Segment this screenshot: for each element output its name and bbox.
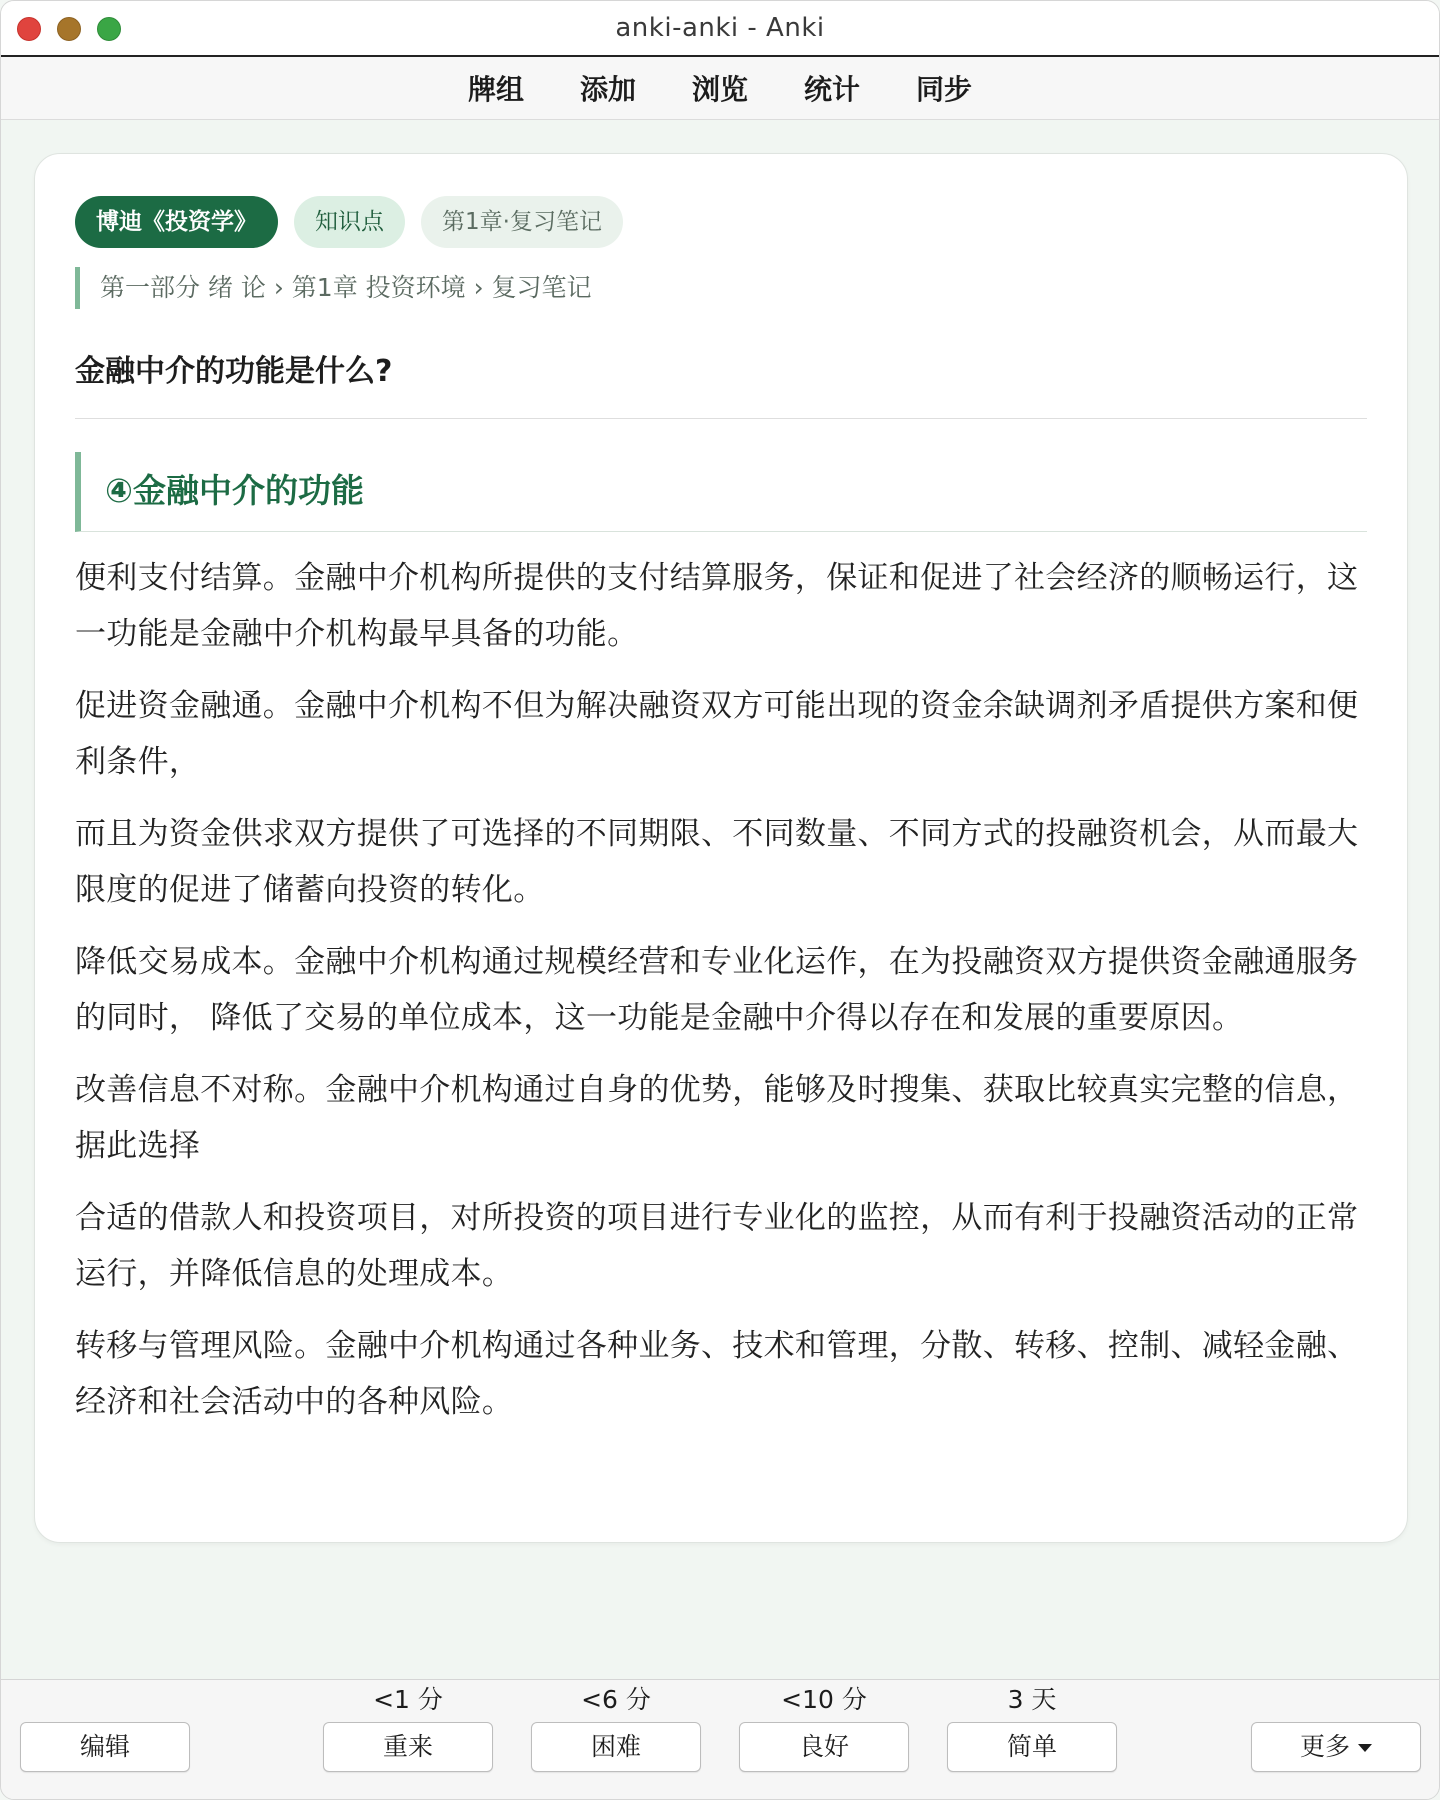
nav-stats[interactable]: 统计: [804, 73, 861, 106]
answer-section-heading: [75, 452, 1367, 532]
tag-book: 博迪《投资学》: [75, 196, 278, 248]
answer-paragraph: 便利支付结算。金融中介机构所提供的支付结算服务，保证和促进了社会经济的顺畅运行，这一功能是金融中介机构最早具备的功能。: [75, 560, 1359, 652]
tag-chapter: 第1章·复习笔记: [421, 196, 623, 248]
answer-paragraph: 合适的借款人和投资项目，对所投资的项目进行专业化的监控，从而有利于投融资活动的正常运行，并降低信息的处理成本。: [75, 1200, 1359, 1292]
chevron-down-icon: [1358, 1744, 1372, 1752]
again-button[interactable]: 重来: [323, 1722, 493, 1772]
nav-add[interactable]: 添加: [579, 73, 636, 106]
easy-button[interactable]: 简单: [947, 1722, 1117, 1772]
answer-paragraph: 改善信息不对称。金融中介机构通过自身的优势，能够及时搜集、获取比较真实完整的信息，据此选择: [75, 1072, 1359, 1164]
window-title: anki-anki - Anki: [615, 13, 825, 43]
good-button[interactable]: 良好: [739, 1722, 909, 1772]
hard-button[interactable]: 困难: [531, 1722, 701, 1772]
tag-knowledge-point: 知识点: [294, 196, 405, 248]
answer-paragraph: 转移与管理风险。金融中介机构通过各种业务、技术和管理，分散、转移、控制、减轻金融、经济和社会活动中的各种风险。: [75, 1328, 1359, 1420]
tag-list: [75, 196, 623, 248]
answer-bar: [1, 1679, 1439, 1799]
easy-interval: 3 天: [1007, 1685, 1057, 1714]
title-bar: [1, 1, 1439, 57]
section-heading-text: ④金融中介的功能: [105, 471, 364, 510]
nav-sync[interactable]: 同步: [916, 73, 973, 106]
breadcrumb: 第一部分 绪 论 › 第1章 投资环境 › 复习笔记: [75, 267, 592, 309]
more-label: 更多: [1299, 1732, 1350, 1761]
review-card: [34, 153, 1408, 1543]
answer-paragraph: 促进资金融通。金融中介机构不但为解决融资双方可能出现的资金余缺调剂矛盾提供方案和便利条件，: [75, 688, 1359, 780]
answer-body: [75, 550, 1367, 1446]
nav-browse[interactable]: 浏览: [691, 73, 748, 106]
card-question: 金融中介的功能是什么?: [75, 354, 393, 389]
edit-button[interactable]: 编辑: [20, 1722, 190, 1772]
answer-paragraph: 而且为资金供求双方提供了可选择的不同期限、不同数量、不同方式的投融资机会，从而最大限度的促进了储蓄向投资的转化。: [75, 816, 1359, 908]
good-interval: <10 分: [781, 1685, 867, 1714]
question-answer-divider: [75, 418, 1367, 419]
nav-decks[interactable]: 牌组: [467, 73, 524, 106]
hard-interval: <6 分: [581, 1685, 651, 1714]
answer-paragraph: 降低交易成本。金融中介机构通过规模经营和专业化运作，在为投融资双方提供资金融通服务的同时， 降低了交易的单位成本，这一功能是金融中介得以存在和发展的重要原因。: [75, 944, 1359, 1036]
top-nav: [1, 57, 1439, 120]
more-button[interactable]: [1251, 1722, 1421, 1772]
again-interval: <1 分: [373, 1685, 443, 1714]
